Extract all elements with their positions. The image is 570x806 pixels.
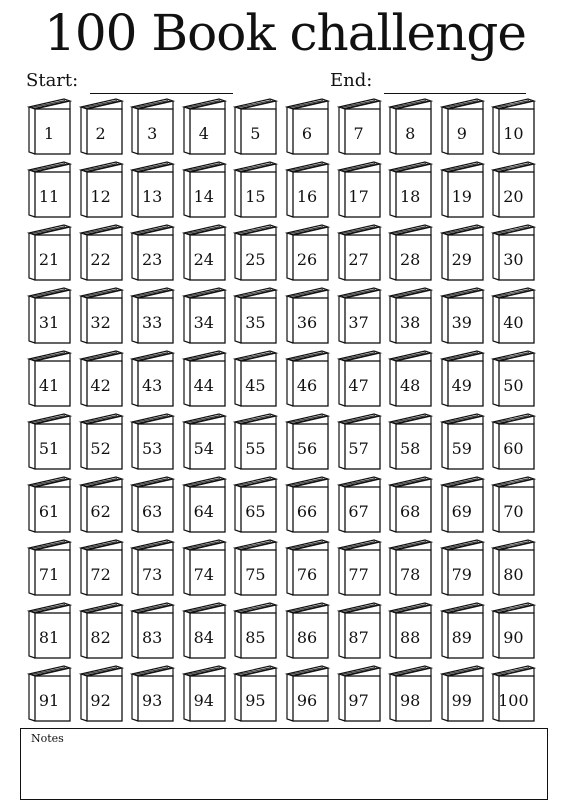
book-30[interactable]	[488, 222, 538, 284]
book-23[interactable]	[127, 222, 177, 284]
book-number: 84	[193, 628, 214, 647]
book-number: 21	[38, 250, 60, 269]
book-number: 57	[348, 439, 369, 458]
book-17[interactable]	[334, 159, 384, 221]
book-67[interactable]	[334, 474, 384, 536]
book-number: 36	[296, 313, 318, 332]
book-53[interactable]	[127, 411, 177, 473]
book-number: 49	[451, 376, 472, 395]
book-91[interactable]	[24, 663, 74, 725]
book-28[interactable]	[385, 222, 435, 284]
book-83[interactable]	[127, 600, 177, 662]
book-59[interactable]	[437, 411, 487, 473]
book-13[interactable]	[127, 159, 177, 221]
book-number: 62	[90, 502, 111, 521]
book-number: 12	[90, 187, 111, 206]
book-76[interactable]	[282, 537, 332, 599]
book-number: 61	[38, 502, 60, 521]
book-35[interactable]	[230, 285, 280, 347]
book-number: 88	[400, 628, 421, 647]
book-81[interactable]	[24, 600, 74, 662]
book-41[interactable]	[24, 348, 74, 410]
book-number: 69	[451, 502, 472, 521]
book-32[interactable]	[76, 285, 126, 347]
book-19[interactable]	[437, 159, 487, 221]
book-number: 95	[245, 691, 266, 710]
book-number: 14	[193, 187, 214, 206]
book-96[interactable]	[282, 663, 332, 725]
book-number: 40	[503, 313, 524, 332]
book-number: 42	[90, 376, 111, 395]
book-86[interactable]	[282, 600, 332, 662]
book-2[interactable]	[76, 96, 126, 158]
book-47[interactable]	[334, 348, 384, 410]
book-number: 72	[90, 565, 111, 584]
book-72[interactable]	[76, 537, 126, 599]
book-number: 60	[503, 439, 524, 458]
book-number: 47	[348, 376, 369, 395]
book-number: 53	[142, 439, 163, 458]
book-number: 20	[503, 187, 524, 206]
book-18[interactable]	[385, 159, 435, 221]
book-62[interactable]	[76, 474, 126, 536]
book-number: 99	[451, 691, 472, 710]
book-number: 41	[38, 376, 60, 395]
book-number: 66	[296, 502, 318, 521]
book-number: 51	[38, 439, 60, 458]
book-number: 7	[353, 124, 364, 143]
book-51[interactable]	[24, 411, 74, 473]
book-number: 5	[250, 124, 261, 143]
book-number: 75	[245, 565, 266, 584]
book-27[interactable]	[334, 222, 384, 284]
book-number: 58	[400, 439, 421, 458]
book-39[interactable]	[437, 285, 487, 347]
book-number: 11	[38, 187, 60, 206]
book-34[interactable]	[179, 285, 229, 347]
book-31[interactable]	[24, 285, 74, 347]
book-number: 70	[503, 502, 524, 521]
book-number: 94	[193, 691, 214, 710]
book-61[interactable]	[24, 474, 74, 536]
book-number: 35	[245, 313, 266, 332]
book-20[interactable]	[488, 159, 538, 221]
book-number: 10	[503, 124, 524, 143]
book-number: 59	[451, 439, 472, 458]
book-number: 1	[43, 124, 55, 143]
book-number: 85	[245, 628, 266, 647]
book-52[interactable]	[76, 411, 126, 473]
book-26[interactable]	[282, 222, 332, 284]
book-number: 31	[38, 313, 60, 332]
book-69[interactable]	[437, 474, 487, 536]
book-46[interactable]	[282, 348, 332, 410]
book-43[interactable]	[127, 348, 177, 410]
book-74[interactable]	[179, 537, 229, 599]
book-48[interactable]	[385, 348, 435, 410]
book-number: 54	[193, 439, 214, 458]
book-55[interactable]	[230, 411, 280, 473]
book-90[interactable]	[488, 600, 538, 662]
book-number: 73	[142, 565, 163, 584]
book-84[interactable]	[179, 600, 229, 662]
book-number: 29	[451, 250, 472, 269]
book-number: 77	[348, 565, 369, 584]
book-number: 65	[245, 502, 266, 521]
book-11[interactable]	[24, 159, 74, 221]
book-number: 91	[38, 691, 60, 710]
book-7[interactable]	[334, 96, 384, 158]
book-number: 52	[90, 439, 111, 458]
book-number: 6	[301, 124, 313, 143]
book-22[interactable]	[76, 222, 126, 284]
book-number: 15	[245, 187, 266, 206]
book-number: 45	[245, 376, 266, 395]
book-14[interactable]	[179, 159, 229, 221]
book-89[interactable]	[437, 600, 487, 662]
book-75[interactable]	[230, 537, 280, 599]
book-6[interactable]	[282, 96, 332, 158]
book-97[interactable]	[334, 663, 384, 725]
book-number: 34	[193, 313, 214, 332]
book-number: 16	[296, 187, 318, 206]
book-number: 76	[296, 565, 318, 584]
book-50[interactable]	[488, 348, 538, 410]
book-37[interactable]	[334, 285, 384, 347]
book-number: 33	[142, 313, 163, 332]
book-number: 3	[147, 124, 158, 143]
notes-box[interactable]	[20, 728, 548, 800]
book-15[interactable]	[230, 159, 280, 221]
book-number: 18	[400, 187, 421, 206]
book-number: 55	[245, 439, 266, 458]
book-number: 64	[193, 502, 214, 521]
book-number: 4	[198, 124, 209, 143]
book-21[interactable]	[24, 222, 74, 284]
book-number: 79	[451, 565, 472, 584]
book-24[interactable]	[179, 222, 229, 284]
book-93[interactable]	[127, 663, 177, 725]
book-73[interactable]	[127, 537, 177, 599]
book-29[interactable]	[437, 222, 487, 284]
book-number: 46	[296, 376, 318, 395]
book-number: 98	[400, 691, 421, 710]
book-33[interactable]	[127, 285, 177, 347]
book-77[interactable]	[334, 537, 384, 599]
book-49[interactable]	[437, 348, 487, 410]
book-number: 8	[405, 124, 416, 143]
book-number: 50	[503, 376, 524, 395]
book-3[interactable]	[127, 96, 177, 158]
book-number: 39	[451, 313, 472, 332]
book-number: 71	[38, 565, 60, 584]
notes-label: Notes	[31, 732, 64, 745]
book-number: 81	[38, 628, 60, 647]
book-number: 23	[142, 250, 163, 269]
book-82[interactable]	[76, 600, 126, 662]
book-12[interactable]	[76, 159, 126, 221]
book-58[interactable]	[385, 411, 435, 473]
book-number: 97	[348, 691, 369, 710]
book-number: 63	[142, 502, 163, 521]
book-number: 78	[400, 565, 421, 584]
book-79[interactable]	[437, 537, 487, 599]
book-number: 89	[451, 628, 472, 647]
book-number: 30	[503, 250, 524, 269]
book-9[interactable]	[437, 96, 487, 158]
book-number: 17	[348, 187, 369, 206]
book-54[interactable]	[179, 411, 229, 473]
book-number: 90	[503, 628, 524, 647]
book-99[interactable]	[437, 663, 487, 725]
book-88[interactable]	[385, 600, 435, 662]
book-98[interactable]	[385, 663, 435, 725]
book-45[interactable]	[230, 348, 280, 410]
book-40[interactable]	[488, 285, 538, 347]
book-36[interactable]	[282, 285, 332, 347]
start-label: Start:	[26, 70, 79, 91]
book-number: 38	[400, 313, 421, 332]
book-number: 27	[348, 250, 369, 269]
book-25[interactable]	[230, 222, 280, 284]
book-number: 100	[498, 691, 529, 710]
book-68[interactable]	[385, 474, 435, 536]
book-number: 13	[142, 187, 163, 206]
book-4[interactable]	[179, 96, 229, 158]
book-number: 9	[456, 124, 467, 143]
book-94[interactable]	[179, 663, 229, 725]
book-number: 43	[142, 376, 163, 395]
book-8[interactable]	[385, 96, 435, 158]
book-78[interactable]	[385, 537, 435, 599]
book-1[interactable]	[24, 96, 74, 158]
book-number: 86	[296, 628, 318, 647]
book-number: 48	[400, 376, 421, 395]
book-60[interactable]	[488, 411, 538, 473]
book-57[interactable]	[334, 411, 384, 473]
book-number: 87	[348, 628, 369, 647]
book-42[interactable]	[76, 348, 126, 410]
book-64[interactable]	[179, 474, 229, 536]
book-number: 92	[90, 691, 111, 710]
book-number: 67	[348, 502, 369, 521]
book-number: 80	[503, 565, 524, 584]
book-number: 26	[296, 250, 318, 269]
end-label: End:	[330, 70, 373, 91]
book-number: 56	[296, 439, 318, 458]
book-66[interactable]	[282, 474, 332, 536]
book-71[interactable]	[24, 537, 74, 599]
book-number: 2	[95, 124, 106, 143]
book-number: 25	[245, 250, 266, 269]
book-85[interactable]	[230, 600, 280, 662]
book-number: 32	[90, 313, 111, 332]
book-number: 37	[348, 313, 369, 332]
book-87[interactable]	[334, 600, 384, 662]
book-number: 93	[142, 691, 163, 710]
book-100[interactable]	[488, 663, 538, 725]
book-number: 22	[90, 250, 111, 269]
book-number: 28	[400, 250, 421, 269]
book-95[interactable]	[230, 663, 280, 725]
book-number: 96	[296, 691, 318, 710]
book-16[interactable]	[282, 159, 332, 221]
book-number: 68	[400, 502, 421, 521]
book-56[interactable]	[282, 411, 332, 473]
book-number: 82	[90, 628, 111, 647]
book-10[interactable]	[488, 96, 538, 158]
book-44[interactable]	[179, 348, 229, 410]
book-80[interactable]	[488, 537, 538, 599]
book-5[interactable]	[230, 96, 280, 158]
book-number: 24	[193, 250, 214, 269]
book-number: 83	[142, 628, 163, 647]
book-70[interactable]	[488, 474, 538, 536]
book-38[interactable]	[385, 285, 435, 347]
page-title: 100 Book challenge	[44, 4, 526, 62]
book-65[interactable]	[230, 474, 280, 536]
book-92[interactable]	[76, 663, 126, 725]
book-number: 74	[193, 565, 214, 584]
book-number: 44	[193, 376, 214, 395]
book-number: 19	[451, 187, 472, 206]
book-63[interactable]	[127, 474, 177, 536]
